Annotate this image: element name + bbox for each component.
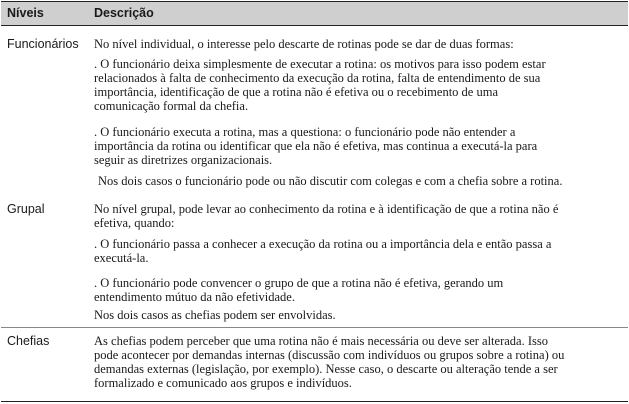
bullet-text-line: executá-la. bbox=[94, 251, 149, 265]
bullet-text-line: . O funcionário deixa simplesmente de executar a rotina: os motivos para isso podem estar bbox=[94, 57, 546, 71]
row-intro-text: No nível grupal, pode levar ao conhecimento da rotina e à identificação de que a rotina não é bbox=[94, 202, 559, 216]
row-level-label: Chefias bbox=[7, 334, 50, 348]
table-header-row bbox=[1, 2, 628, 26]
bullet-text-line: entendimento mútuo da não efetividade. bbox=[94, 290, 295, 304]
bullet-text-line: importância da rotina ou identificar que ela não é efetiva, mas continua a executá-la para bbox=[94, 139, 538, 153]
bullet-text-line: . O funcionário executa a rotina, mas a questiona: o funcionário pode não entender a bbox=[94, 125, 516, 139]
bullet-text-line: . O funcionário pode convencer o grupo de que a rotina não é efetiva, gerando um bbox=[94, 276, 504, 290]
row-intro-text: efetiva, quando: bbox=[94, 216, 175, 230]
bullet-text-line: importância, identificação de que a rotina não é efetiva ou o recebimento de uma bbox=[94, 85, 498, 99]
bullet-text-line: relacionados à falta de conhecimento da execução da rotina, falta de entendimento de sua bbox=[94, 71, 541, 85]
row-body-line: demandas externas (legislação, por exemplo). Nesse caso, o descarte ou alteração tende a ser bbox=[94, 362, 558, 376]
row-body-line: As chefias podem perceber que uma rotina não é mais necessária ou deve ser alterada. Isso bbox=[94, 334, 548, 348]
row-level-label: Grupal bbox=[7, 202, 45, 216]
header-levels: Níveis bbox=[7, 6, 44, 20]
bullet-text-line: seguir as diretrizes organizacionais. bbox=[94, 153, 273, 167]
row-divider bbox=[1, 327, 628, 328]
row-body-line: formalizado e comunicado aos grupos e indivíduos. bbox=[94, 376, 352, 390]
routine-discard-table bbox=[1, 1, 628, 402]
header-description: Descrição bbox=[94, 6, 154, 20]
row-closing-text: Nos dois casos o funcionário pode ou não discutir com colegas e com a chefia sobre a rotina. bbox=[98, 174, 563, 188]
row-intro-text: No nível individual, o interesse pelo descarte de rotinas pode se dar de duas formas: bbox=[94, 37, 514, 51]
row-level-label: Funcionários bbox=[7, 37, 79, 51]
row-body-line: pode acontecer por demandas internas (discussão com indivíduos ou grupos sobre a rotina) ou bbox=[94, 348, 565, 362]
bullet-text-line: comunicação formal da chefia. bbox=[94, 99, 249, 113]
row-closing-text: Nos dois casos as chefias podem ser envolvidas. bbox=[94, 308, 336, 322]
bullet-text-line: . O funcionário passa a conhecer a execução da rotina ou a importância dela e então passa a bbox=[94, 237, 552, 251]
